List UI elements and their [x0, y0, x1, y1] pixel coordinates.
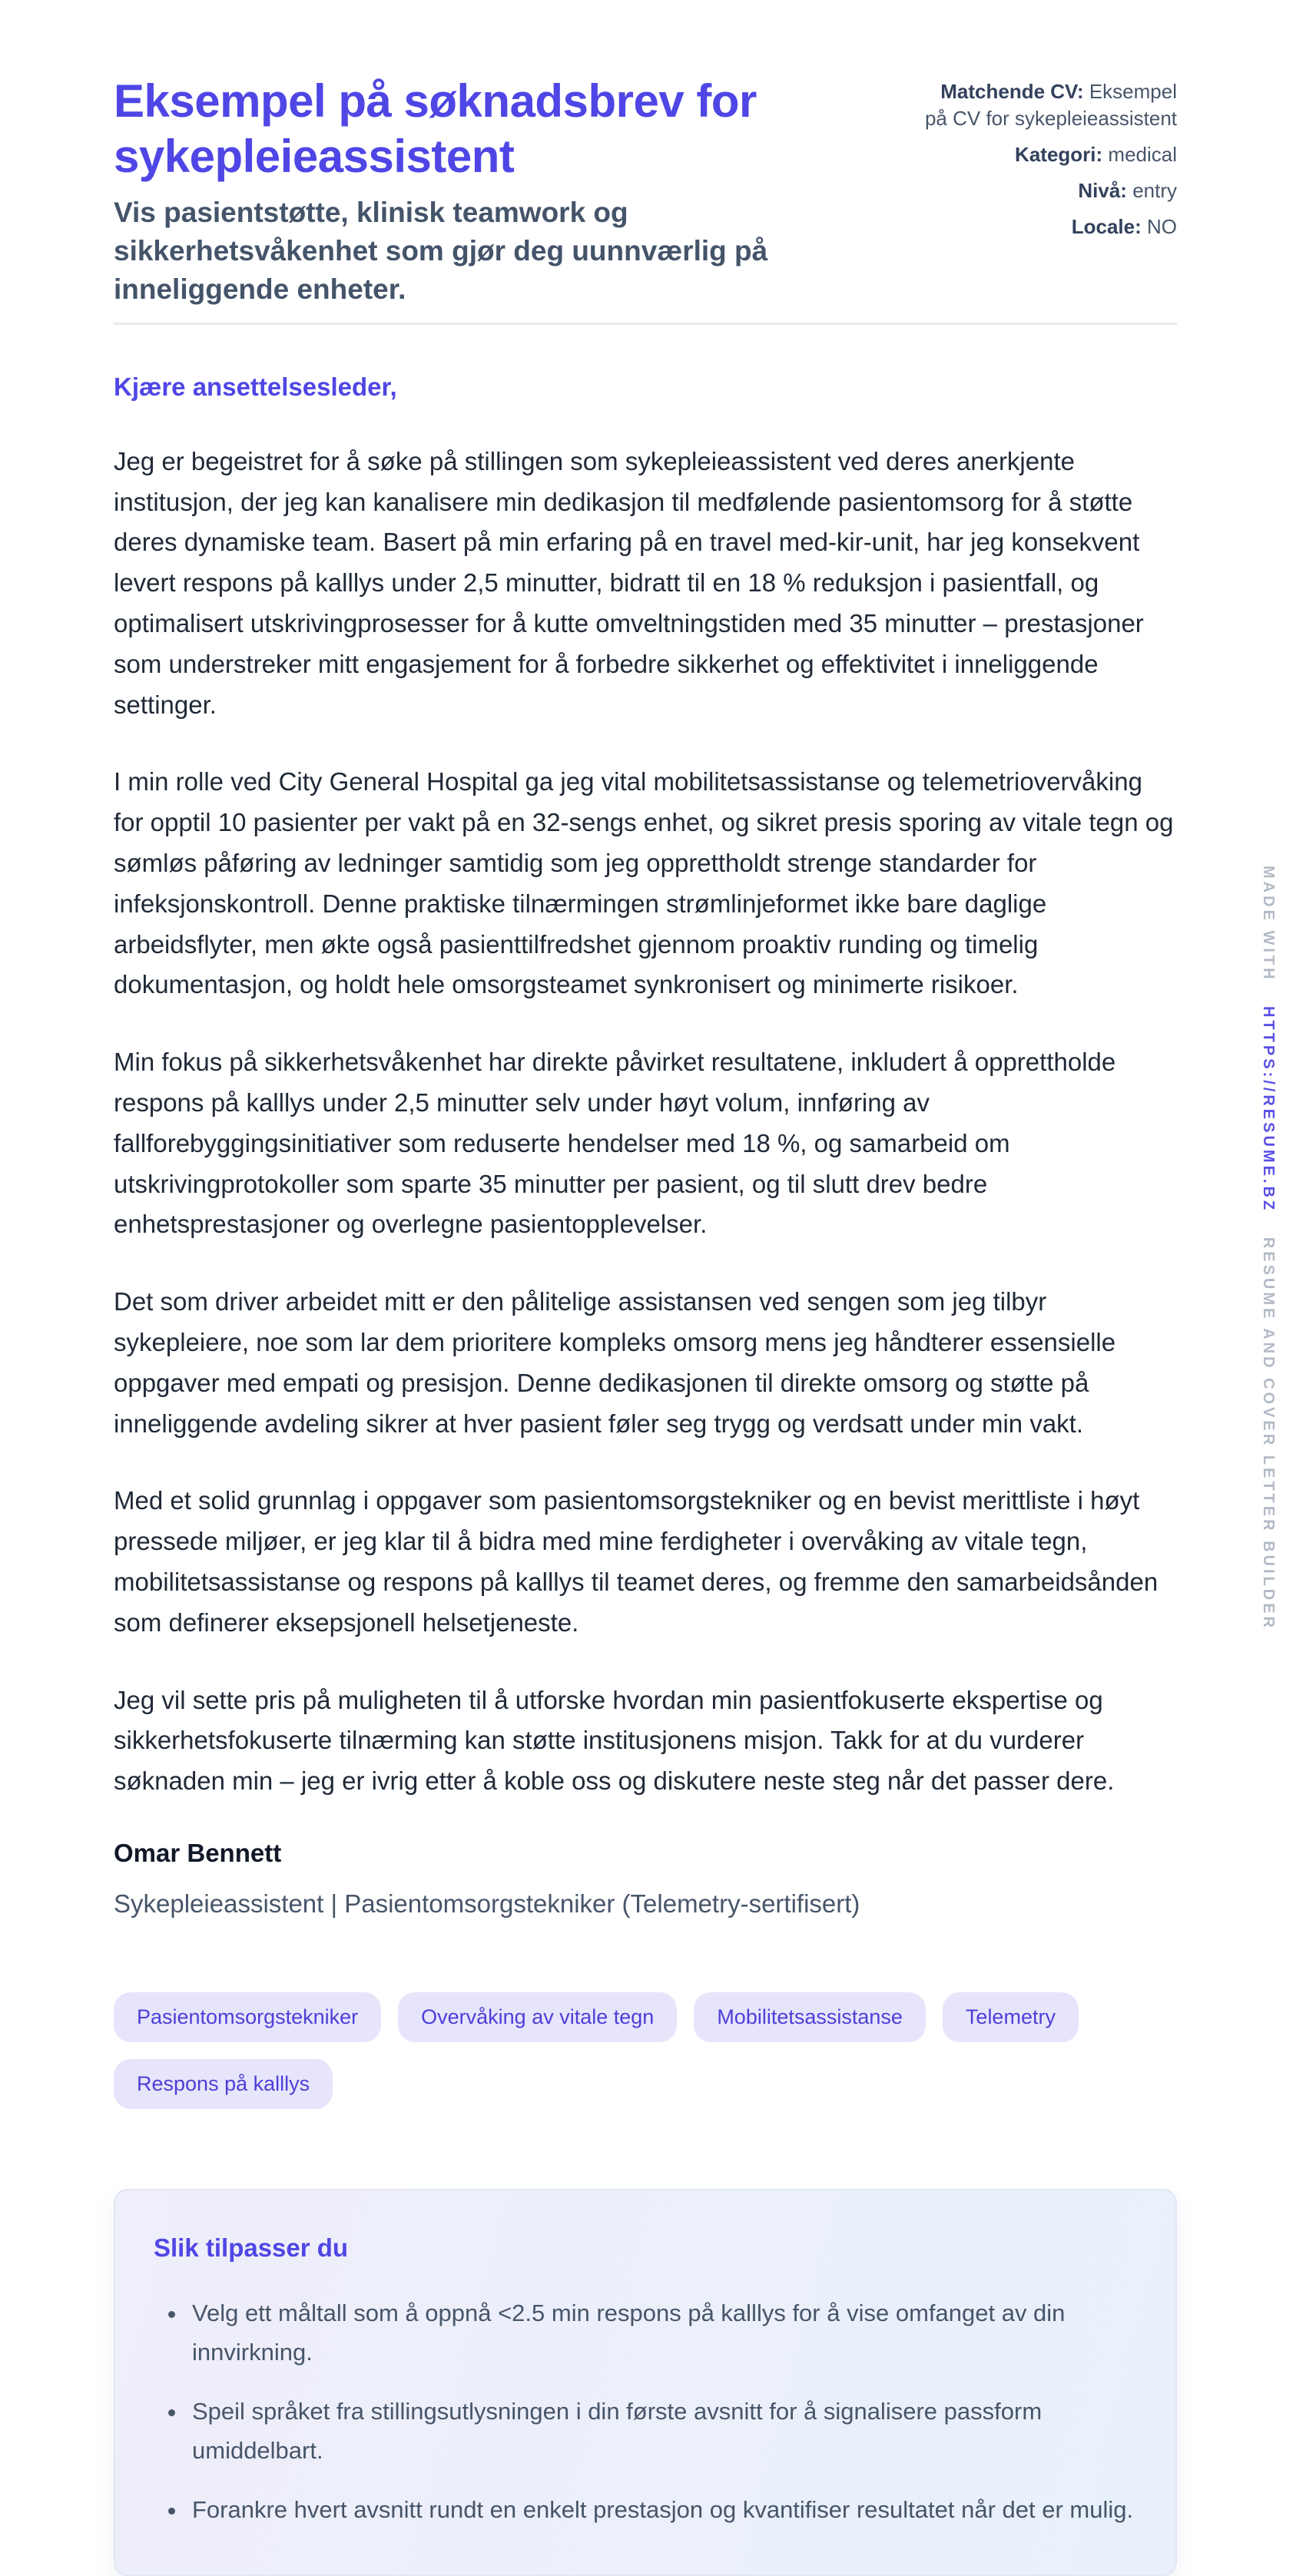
resume-bz-link[interactable]: HTTPS://RESUME.BZ [1260, 1006, 1277, 1214]
tips-list [154, 2293, 1137, 2530]
cover-letter-body [114, 325, 1177, 1919]
page-subtitle: Vis pasientstøtte, klinisk teamwork og sikkerhetsvåkenhet som gjør deg uunnværlig på inneliggende enheter. [114, 197, 768, 305]
letter-paragraph: Det som driver arbeidet mitt er den pålitelige assistansen ved sengen som jeg tilbyr sykepleiere, noe som lar dem prioritere kompleks omsorg mens jeg håndterer essensielle oppgaver med empati og presisjon. Denne dedikasjonen til direkte omsorg og støtte på inneliggende avdeling sikrer at hver pasient føler seg trygg og verdsatt under min vakt. [114, 1287, 1116, 1438]
signature-block [114, 1839, 1177, 1919]
header-title-block [114, 74, 882, 309]
page-container [114, 0, 1177, 2576]
meta-value: entry [1132, 179, 1177, 203]
skill-tag: Respons på kalllys [114, 2059, 333, 2109]
letter-greeting: Kjære ansettelsesleder, [114, 372, 397, 401]
meta-label: Nivå: [1078, 179, 1127, 203]
signature-role: Sykepleieassistent | Pasientomsorgstekniker (Telemetry-sertifisert) [114, 1889, 860, 1918]
skill-tag: Pasientomsorgstekniker [114, 1992, 381, 2042]
tip-item: • Speil språket fra stillingsutlysningen i din første avsnitt for å signalisere passform umiddelbart. [187, 2392, 1137, 2470]
meta-row-category [923, 141, 1177, 168]
tip-item: • Forankre hvert avsnitt rundt en enkelt prestasjon og kvantifiser resultatet når det er mulig. [187, 2490, 1137, 2529]
signature-name: Omar Bennett [114, 1838, 282, 1867]
letter-paragraph: Jeg vil sette pris på muligheten til å utforske hvordan min pasientfokuserte ekspertise og sikkerhetsfokuserte tilnærming kan støtte institusjonens misjon. Takk for at du vurderer søknaden min – jeg er ivrig etter å koble oss og diskutere neste steg når det passer dere. [114, 1685, 1115, 1796]
meta-panel [923, 78, 1177, 250]
meta-label: Kategori: [1015, 143, 1103, 167]
skill-tag: Mobilitetsassistanse [694, 1992, 926, 2042]
meta-label: Locale: [1071, 215, 1142, 239]
ribbon-suffix-text: RESUME AND COVER LETTER BUILDER [1260, 1237, 1277, 1631]
page-title: Eksempel på søknadsbrev for sykepleieassistent [114, 75, 757, 182]
customization-tips-card [114, 2189, 1177, 2576]
meta-label: Matchende CV: [940, 80, 1084, 103]
skill-tag: Telemetry [943, 1992, 1079, 2042]
meta-row-locale [923, 214, 1177, 240]
tips-card-title: Slik tilpasser du [154, 2233, 349, 2262]
letter-paragraph: Med et solid grunnlag i oppgaver som pasientomsorgstekniker og en bevist merittliste i høyt pressede miljøer, er jeg klar til å bidra med mine ferdigheter i overvåking av vitale tegn, mobilitetsassistanse og respons på kalllys til teamet deres, og fremme den samarbeidsånden som definerer eksepsjonell helsetjeneste. [114, 1486, 1158, 1637]
meta-value: NO [1147, 215, 1177, 239]
letter-paragraph: Jeg er begeistret for å søke på stillingen som sykepleieassistent ved deres anerkjente institusjon, der jeg kan kanalisere min dedikasjon til medfølende pasientomsorg for å støtte deres dynamiske team. Basert på min erfaring på en travel med-kir-unit, har jeg konsekvent levert respons på kalllys under 2,5 minutter, bidratt til en 18 % reduksjon i pasientfall, og optimalisert utskrivingprosesser for å kutte omveltningstiden med 35 minutter – prestasjoner som understreker mitt engasjement for å forbedre sikkerhet og effektivitet i inneliggende settinger. [114, 446, 1144, 719]
page-header [114, 74, 1177, 309]
made-with-ribbon [1259, 866, 1277, 1631]
meta-row-level [923, 177, 1177, 204]
skill-tag: Overvåking av vitale tegn [398, 1992, 677, 2042]
meta-row-matching-cv [923, 78, 1177, 132]
meta-value: Eksempel på CV for sykepleieassistent [924, 80, 1177, 131]
skill-tag-list [114, 1992, 1177, 2109]
tip-item: • Velg ett måltall som å oppnå <2.5 min respons på kalllys for å vise omfanget av din innvirkning. [187, 2293, 1137, 2372]
ribbon-prefix-text: MADE WITH [1260, 866, 1277, 982]
letter-paragraph: Min fokus på sikkerhetsvåkenhet har direkte påvirket resultatene, inkludert å opprettholde respons på kalllys under 2,5 minutter selv under høyt volum, innføring av fallforebyggingsinitiativer som reduserte hendelser med 18 %, og samarbeid om utskrivingprotokoller som sparte 35 minutter per pasient, og til slutt drev bedre enhetsprestasjoner og overlegne pasientopplevelser. [114, 1048, 1116, 1239]
meta-value: medical [1108, 143, 1177, 167]
letter-paragraph: I min rolle ved City General Hospital ga jeg vital mobilitetsassistanse og telemetriovervåking for opptil 10 pasienter per vakt på en 32-sengs enhet, og sikret presis sporing av vitale tegn og sømløs påføring av ledninger samtidig som jeg opprettholdt strenge standarder for infeksjonskontroll. Denne praktiske tilnærmingen strømlinjeformet ikke bare daglige arbeidsflyter, men økte også pasienttilfredshet gjennom proaktiv runding og timelig dokumentasjon, og holdt hele omsorgsteamet synkronisert og minimerte risikoer. [114, 767, 1174, 999]
